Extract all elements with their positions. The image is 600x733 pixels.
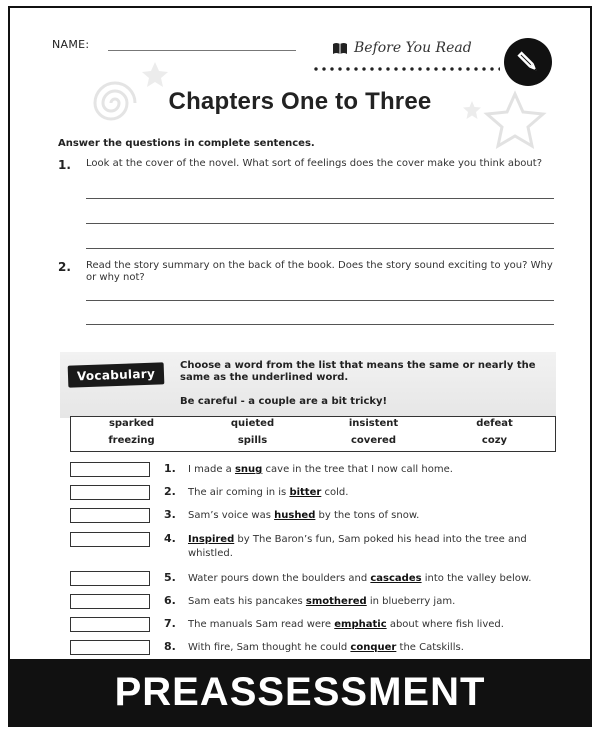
item-sentence: With fire, Sam thought he could conquer the Catskills.	[188, 642, 464, 653]
word-bank-word: defeat	[476, 418, 513, 429]
answer-line[interactable]	[86, 248, 554, 249]
instruction-text: Answer the questions in complete sentences.	[58, 138, 315, 149]
word-bank-word: freezing	[108, 435, 155, 446]
answer-box[interactable]	[70, 640, 150, 655]
word-bank	[70, 416, 556, 452]
worksheet-page	[8, 6, 592, 727]
underlined-word: Inspired	[188, 534, 235, 545]
vocabulary-instruction: Choose a word from the list that means the same or nearly the same as the underlined word.	[180, 360, 536, 383]
section-tag-text: Before You Read	[354, 40, 472, 56]
question-text: Read the story summary on the back of the book. Does the story sound exciting to you? Why or why not?	[86, 260, 553, 283]
answer-box[interactable]	[70, 617, 150, 632]
item-sentence: Sam eats his pancakes smothered in blueberry jam.	[188, 596, 456, 607]
star-decoration-icon	[140, 60, 170, 90]
question-1	[58, 158, 558, 253]
word-bank-word: covered	[351, 435, 396, 446]
pencil-icon	[513, 47, 543, 77]
book-icon	[332, 42, 348, 55]
answer-box[interactable]	[70, 571, 150, 586]
answer-box[interactable]	[70, 485, 150, 500]
item-number: 8.	[164, 640, 176, 653]
underlined-word: bitter	[289, 487, 322, 498]
name-label: NAME:	[52, 38, 90, 51]
underlined-word: snug	[234, 464, 263, 475]
answer-box[interactable]	[70, 594, 150, 609]
word-bank-word: quieted	[230, 418, 275, 429]
footer-banner: PREASSESSMENT	[10, 659, 590, 725]
item-number: 5.	[164, 571, 176, 584]
word-bank-word: cozy	[481, 435, 508, 446]
underlined-word: hushed	[274, 510, 316, 521]
word-bank-word: sparked	[108, 418, 155, 429]
question-number: 2.	[58, 260, 71, 274]
question-text: Look at the cover of the novel. What sort of feelings does the cover make you think about?	[86, 158, 542, 169]
question-2	[58, 260, 558, 330]
item-number: 3.	[164, 508, 176, 521]
item-sentence: Water pours down the boulders and cascades into the valley below.	[188, 573, 532, 584]
section-tag	[332, 40, 472, 56]
underlined-word: conquer	[350, 642, 397, 653]
answer-line[interactable]	[86, 324, 554, 325]
answer-box[interactable]	[70, 532, 150, 547]
vocabulary-badge: Vocabulary	[68, 362, 165, 387]
answer-box[interactable]	[70, 462, 150, 477]
answer-line[interactable]	[86, 198, 554, 199]
item-number: 4.	[164, 532, 176, 545]
answer-line[interactable]	[86, 223, 554, 224]
word-bank-word: insistent	[348, 418, 399, 429]
pencil-badge	[504, 38, 552, 86]
answer-line[interactable]	[86, 300, 554, 301]
question-number: 1.	[58, 158, 71, 172]
item-number: 7.	[164, 617, 176, 630]
item-sentence: I made a snug cave in the tree that I now call home.	[188, 464, 453, 475]
item-sentence: Inspired by The Baron’s fun, Sam poked his head into the tree and whistled.	[188, 534, 527, 559]
underlined-word: smothered	[305, 596, 367, 607]
item-number: 1.	[164, 462, 176, 475]
item-sentence: The manuals Sam read were emphatic about where fish lived.	[188, 619, 504, 630]
word-bank-word: spills	[237, 435, 268, 446]
vocabulary-caution: Be careful - a couple are a bit tricky!	[180, 396, 388, 407]
underlined-word: cascades	[370, 573, 422, 584]
item-number: 6.	[164, 594, 176, 607]
item-sentence: The air coming in is bitter cold.	[188, 487, 349, 498]
underlined-word: emphatic	[334, 619, 387, 630]
dotted-divider	[312, 66, 500, 72]
name-field[interactable]	[108, 50, 296, 51]
page-title: Chapters One to Three	[168, 88, 432, 115]
item-sentence: Sam’s voice was hushed by the tons of snow.	[188, 510, 420, 521]
answer-box[interactable]	[70, 508, 150, 523]
item-number: 2.	[164, 485, 176, 498]
